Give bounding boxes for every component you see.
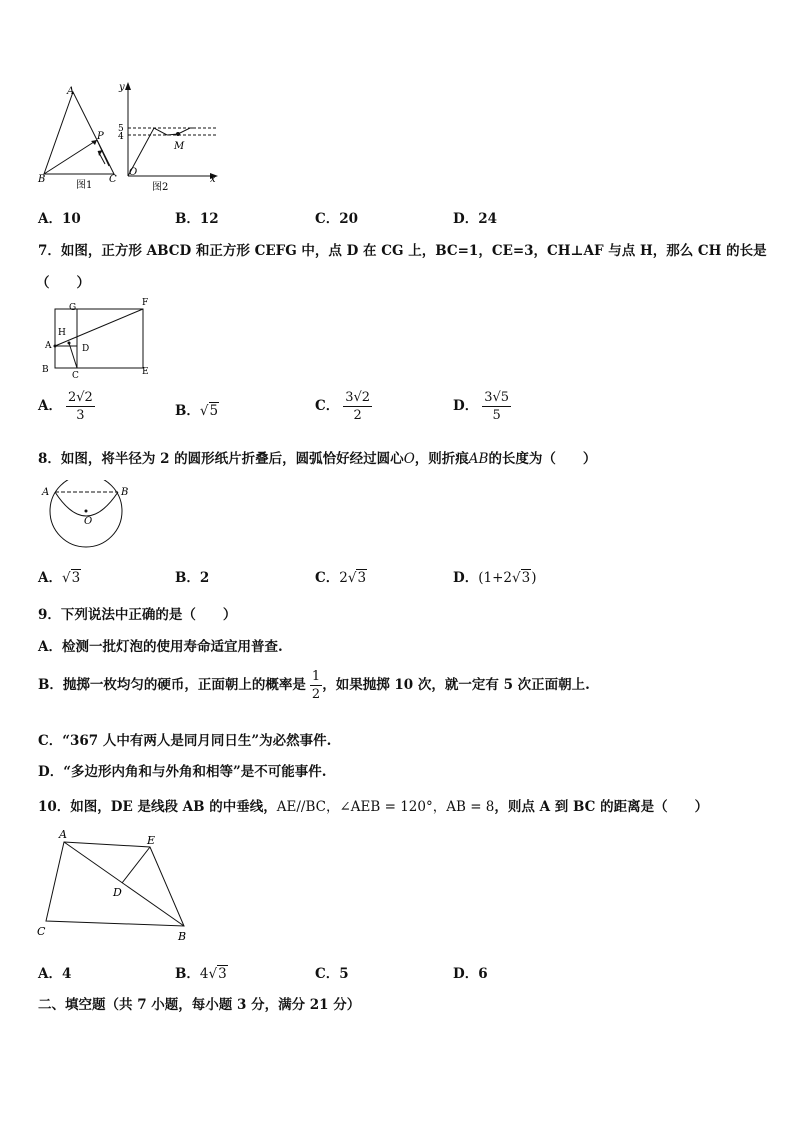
q10-option-c: C．5	[315, 966, 349, 982]
q6-option-a: A．10	[38, 211, 81, 227]
q10-option-b-radicand: 3	[218, 966, 227, 982]
q7-option-a	[38, 389, 95, 424]
q9-option-c: C．“367 人中有两人是同月同日生”为必然事件.	[38, 733, 332, 749]
q6-figure-2	[112, 78, 224, 192]
q7-option-c-den: 2	[353, 408, 362, 423]
q8-option-a-sqrt: √3	[61, 570, 81, 586]
q8-label-b: B	[121, 487, 129, 498]
q7-option-c	[315, 389, 372, 424]
q10-label-b: B	[178, 930, 187, 943]
q10-option-b-coef: 4	[199, 966, 209, 982]
q8-option-d-radicand: 3	[521, 570, 531, 586]
q7-option-c-prefix: C．	[315, 398, 340, 414]
q10-option-a: A．4	[38, 966, 72, 982]
q10-option-d: D．6	[453, 966, 488, 982]
q8-stem-o: O	[403, 451, 415, 467]
q9-option-b-fraction	[310, 668, 322, 703]
q8-option-d-open: (1+2	[478, 570, 512, 586]
q7-option-b-radicand: 5	[209, 403, 219, 419]
q8-option-a-prefix: A．	[38, 570, 62, 586]
q6-option-d: D．24	[453, 211, 497, 227]
q7-option-c-num: 3√2	[345, 390, 371, 405]
q7-label-b: B	[42, 365, 49, 375]
q10-option-b-sqrt: √3	[208, 966, 227, 982]
q6-option-c: C．20	[315, 211, 359, 227]
q9-option-b-num: 1	[311, 669, 321, 684]
q9-option-d: D．“多边形内角和与外角和相等”是不可能事件.	[38, 764, 327, 780]
q7-label-e: E	[142, 367, 149, 377]
fig2-label-y: y	[119, 82, 125, 93]
q10-label-e: E	[147, 834, 156, 847]
q8-option-a	[38, 566, 81, 586]
q9-option-a: A．检测一批灯泡的使用寿命适宜用普查.	[38, 639, 283, 655]
q8-stem	[38, 447, 596, 467]
q7-option-d-den: 5	[492, 408, 501, 423]
q10-label-d: D	[113, 886, 122, 899]
q8-option-d-close: )	[531, 570, 537, 586]
q7-paren: （ ）	[36, 275, 90, 291]
fig1-label-c: C	[109, 174, 117, 185]
q8-option-d	[453, 566, 536, 586]
q10-stem-post: ，则点 A 到 BC 的距离是（ ）	[494, 799, 709, 815]
q8-figure	[38, 480, 138, 552]
q8-stem-mid: ，则折痕	[414, 451, 469, 467]
fig2-label-o: O	[129, 167, 138, 178]
q8-label-o: O	[84, 516, 93, 527]
q8-option-d-prefix: D．	[453, 570, 479, 586]
q8-option-b: B．2	[175, 570, 210, 586]
q7-option-d-prefix: D．	[453, 398, 479, 414]
q8-option-d-sqrt: √3	[511, 570, 531, 586]
q7-option-d	[453, 389, 511, 424]
q7-label-c: C	[72, 371, 79, 378]
q10-option-b-prefix: B．	[175, 966, 200, 982]
q6-option-b: B．12	[175, 211, 219, 227]
q10-label-a: A	[59, 828, 67, 841]
q7-label-h: H	[58, 328, 66, 338]
fig2-tick-4: 4	[118, 132, 124, 142]
q10-option-b	[175, 962, 228, 982]
q8-option-c	[315, 566, 367, 586]
fig1-caption: 图1	[76, 180, 93, 191]
q7-label-f: F	[142, 298, 149, 308]
fig1-label-p: P	[97, 131, 104, 142]
q9-option-b-pre: B．抛掷一枚均匀的硬币，正面朝上的概率是	[38, 677, 306, 693]
q7-label-a: A	[45, 341, 52, 351]
fig1-label-b: B	[38, 174, 46, 185]
q8-stem-post: 的长度为（ ）	[488, 451, 597, 467]
q7-stem: 7．如图，正方形 ABCD 和正方形 CEFG 中，点 D 在 CG 上，BC=1，CE=3，CH⊥AF 与点 H，那么 CH 的长是	[38, 243, 767, 259]
q10-stem-math: AE//BC，∠AEB = 120°，AB = 8	[276, 799, 495, 815]
section-2-title: 二、填空题（共 7 小题，每小题 3 分，满分 21 分）	[38, 997, 361, 1013]
q7-option-b-prefix: B．	[175, 403, 200, 419]
q8-stem-pre: 8．如图，将半径为 2 的圆形纸片折叠后，圆弧恰好经过圆心	[38, 451, 404, 467]
q8-label-a: A	[42, 487, 50, 498]
q9-option-b-post: ，如果抛掷 10 次，就一定有 5 次正面朝上.	[322, 677, 590, 693]
fig1-label-a: A	[67, 86, 75, 97]
q7-label-d: D	[82, 344, 90, 354]
q7-option-a-num: 2√2	[67, 390, 93, 405]
q8-option-c-prefix: C．	[315, 570, 340, 586]
q7-option-a-fraction	[66, 389, 95, 424]
q10-stem	[38, 795, 708, 815]
q10-figure	[34, 826, 194, 946]
q7-option-c-fraction	[343, 389, 372, 424]
q9-option-b-den: 2	[311, 687, 321, 702]
q7-option-a-prefix: A．	[38, 398, 62, 414]
q7-option-d-num: 3√5	[484, 390, 510, 405]
fig2-caption: 图2	[152, 182, 169, 192]
q8-option-c-sqrt: √3	[347, 570, 367, 586]
q7-figure	[38, 296, 158, 378]
q8-option-c-coef: 2	[339, 570, 348, 586]
q9-option-b	[38, 668, 590, 703]
q7-option-b-sqrt: √5	[199, 403, 219, 419]
q10-stem-pre: 10．如图，DE 是线段 AB 的中垂线，	[38, 799, 277, 815]
q8-option-c-radicand: 3	[357, 570, 367, 586]
q10-label-c: C	[37, 925, 46, 938]
q8-option-a-radicand: 3	[71, 570, 81, 586]
fig2-label-x: x	[210, 174, 216, 185]
q7-option-d-fraction	[482, 389, 511, 424]
q7-option-a-den: 3	[76, 408, 85, 423]
q9-stem: 9．下列说法中正确的是（ ）	[38, 607, 237, 623]
q7-label-g: G	[69, 303, 77, 313]
q7-option-b	[175, 399, 219, 419]
q8-stem-ab: AB	[468, 451, 489, 467]
fig2-tick-5: 5	[118, 124, 124, 134]
fig2-label-m: M	[174, 141, 185, 152]
